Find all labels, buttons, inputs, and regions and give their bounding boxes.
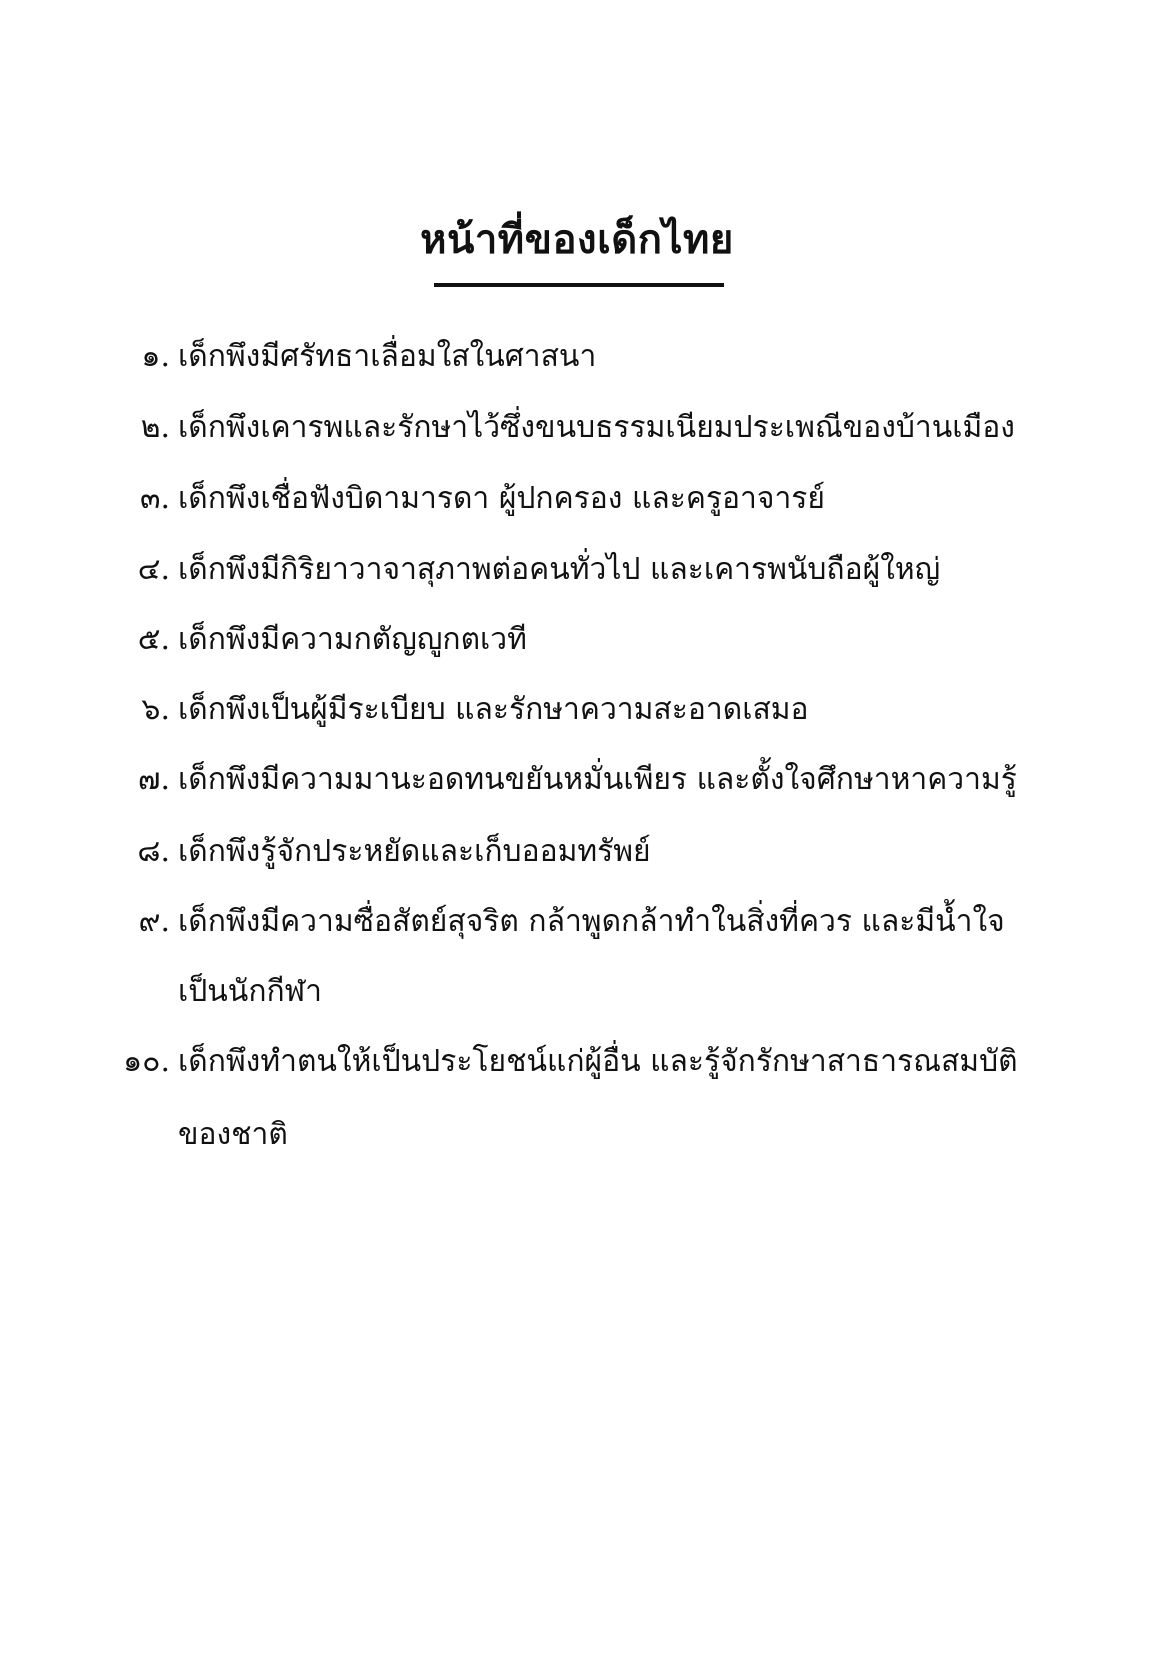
duty-number: ๙. xyxy=(138,904,170,939)
duty-text: เด็กพึงเป็นผู้มีระเบียบ และรักษาความสะอาดเสมอ xyxy=(178,692,809,727)
duty-number: ๖. xyxy=(141,692,170,727)
duty-continuation: ของชาติ xyxy=(178,1117,288,1152)
duty-continuation: เป็นนักกีฬา xyxy=(178,974,322,1009)
duty-text: เด็กพึงทำตนให้เป็นประโยชน์แก่ผู้อื่น และรู้จักรักษาสาธารณสมบัติ xyxy=(178,1044,1018,1079)
duty-number: ๗. xyxy=(137,762,170,797)
duty-text: เด็กพึงมีกิริยาวาจาสุภาพต่อคนทั่วไป และเคารพนับถือผู้ใหญ่ xyxy=(178,552,941,587)
duty-number: ๔. xyxy=(137,552,170,587)
page-title: หน้าที่ของเด็กไทย xyxy=(420,216,734,263)
duty-number: ๒. xyxy=(140,410,170,445)
duty-number: ๕. xyxy=(137,622,170,657)
duty-text: เด็กพึงมีความซื่อสัตย์สุจริต กล้าพูดกล้าทำในสิ่งที่ควร และมีน้ำใจ xyxy=(178,904,1005,939)
duty-number: ๑๐. xyxy=(123,1044,170,1079)
duty-text: เด็กพึงรู้จักประหยัดและเก็บออมทรัพย์ xyxy=(178,834,651,869)
duty-number: ๑. xyxy=(141,339,170,374)
duty-text: เด็กพึงเคารพและรักษาไว้ซึ่งขนบธรรมเนียมประเพณีของบ้านเมือง xyxy=(178,410,1015,445)
duty-text: เด็กพึงมีศรัทธาเลื่อมใสในศาสนา xyxy=(178,339,597,374)
duty-number: ๓. xyxy=(139,481,170,516)
duty-text: เด็กพึงเชื่อฟังบิดามารดา ผู้ปกครอง และครูอาจารย์ xyxy=(178,481,825,516)
duty-number: ๘. xyxy=(137,834,170,869)
duty-text: เด็กพึงมีความกตัญญูกตเวที xyxy=(178,622,527,657)
duty-text: เด็กพึงมีความมานะอดทนขยันหมั่นเพียร และตั้งใจศึกษาหาความรู้ xyxy=(178,762,1017,797)
